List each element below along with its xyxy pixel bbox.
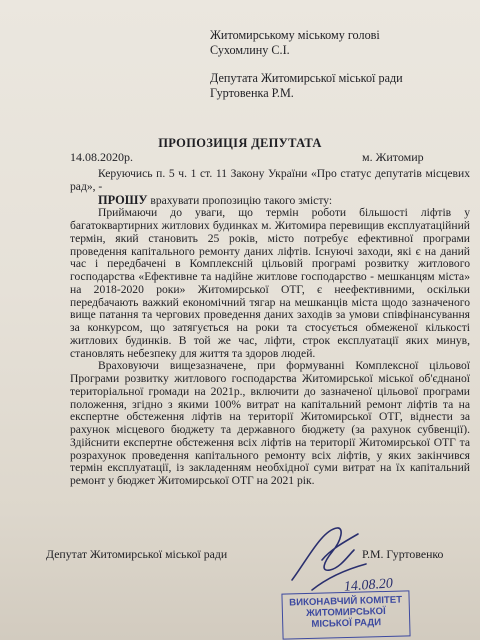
registration-stamp (281, 590, 410, 639)
signer-title: Депутат Житомирської міської ради (46, 547, 228, 561)
request-text: врахувати пропозицію такого змісту: (147, 193, 333, 207)
document-body (70, 168, 470, 488)
addressee-line: Сухомлину С.І. (210, 43, 290, 57)
document-date: 14.08.2020р. (70, 150, 133, 164)
sender-line: Депутата Житомирської міської ради (210, 71, 403, 85)
body-paragraph: Враховуючи вищезазначене, при формуванні Комплексної цільової Програми розвитку житлового господарства Житомирської міської об'єднаної територіальної громади на 2021р., включити до зазначеної цільової програми положення, згідно з якими 100% витрат на капітальний ремонт ліфтів та на експертне обстеження ліфтів на території Житомирської ОТГ, віднести за рахунок місцевого бюджету та державного бюджету (за рахунок субвенції). Здійснити експертне обстеження всіх ліфтів на території Житомирської ОТГ та розрахунок проведення капітального ремонту всіх ліфтів, у яких закінчився термін експлуатації, із закладенням необхідної суми витрат на їх капітальний ремонт у бюджет Житомирської ОТГ на 2021 рік. (70, 359, 470, 487)
signer-name: Р.М. Гуртовенко (362, 547, 444, 561)
body-paragraph: Приймаючи до уваги, що термін роботи більшості ліфтів у багатоквартирних житлових будинках м. Житомира перевищив експлуатаційний термін, який становить 25 років, місто потребує ефективної програми проведення капітального ремонту даних ліфтів. Існуючі заходи, які є на даний час і передбачені в Комплексній цільовій програмі розвитку житлового господарства «Ефективне та надійне житлове господарство - мешканцям міста» на 2018-2020 роки» Житомирської ОТГ, є неефективними, оскільки передбачають важкий економічний тягар на мешканців міста щодо зазначеного вище патання та чергових проведення даних заходів за умови співфінансування за конкурсом, що затягується на роки та стосується обмеженої кількості житлових будинків. В той же час, ліфти, строк експлуатації яких минув, становлять небезпеку для життя та здоров людей. (70, 206, 470, 360)
stamp-line: МІСЬКОЇ РАДИ (311, 617, 382, 630)
document-city: м. Житомир (362, 150, 424, 164)
request-keyword: ПРОШУ (98, 192, 148, 207)
document-title: ПРОПОЗИЦІЯ ДЕПУТАТА (158, 136, 322, 150)
intro-paragraph: Керуючись п. 5 ч. 1 ст. 11 Закону України «Про статус депутатів місцевих рад», - (70, 167, 470, 193)
stamp-line: ВИКОНАВЧИЙ КОМІТЕТ (289, 594, 403, 609)
handwritten-date: 14.08.20 (343, 576, 394, 595)
addressee-line: Житомирському міському голові (210, 28, 380, 42)
stamp-line: ЖИТОМИРСЬКОЇ (306, 605, 386, 620)
sender-line: Гуртовенка Р.М. (210, 86, 294, 100)
request-line (70, 194, 470, 208)
